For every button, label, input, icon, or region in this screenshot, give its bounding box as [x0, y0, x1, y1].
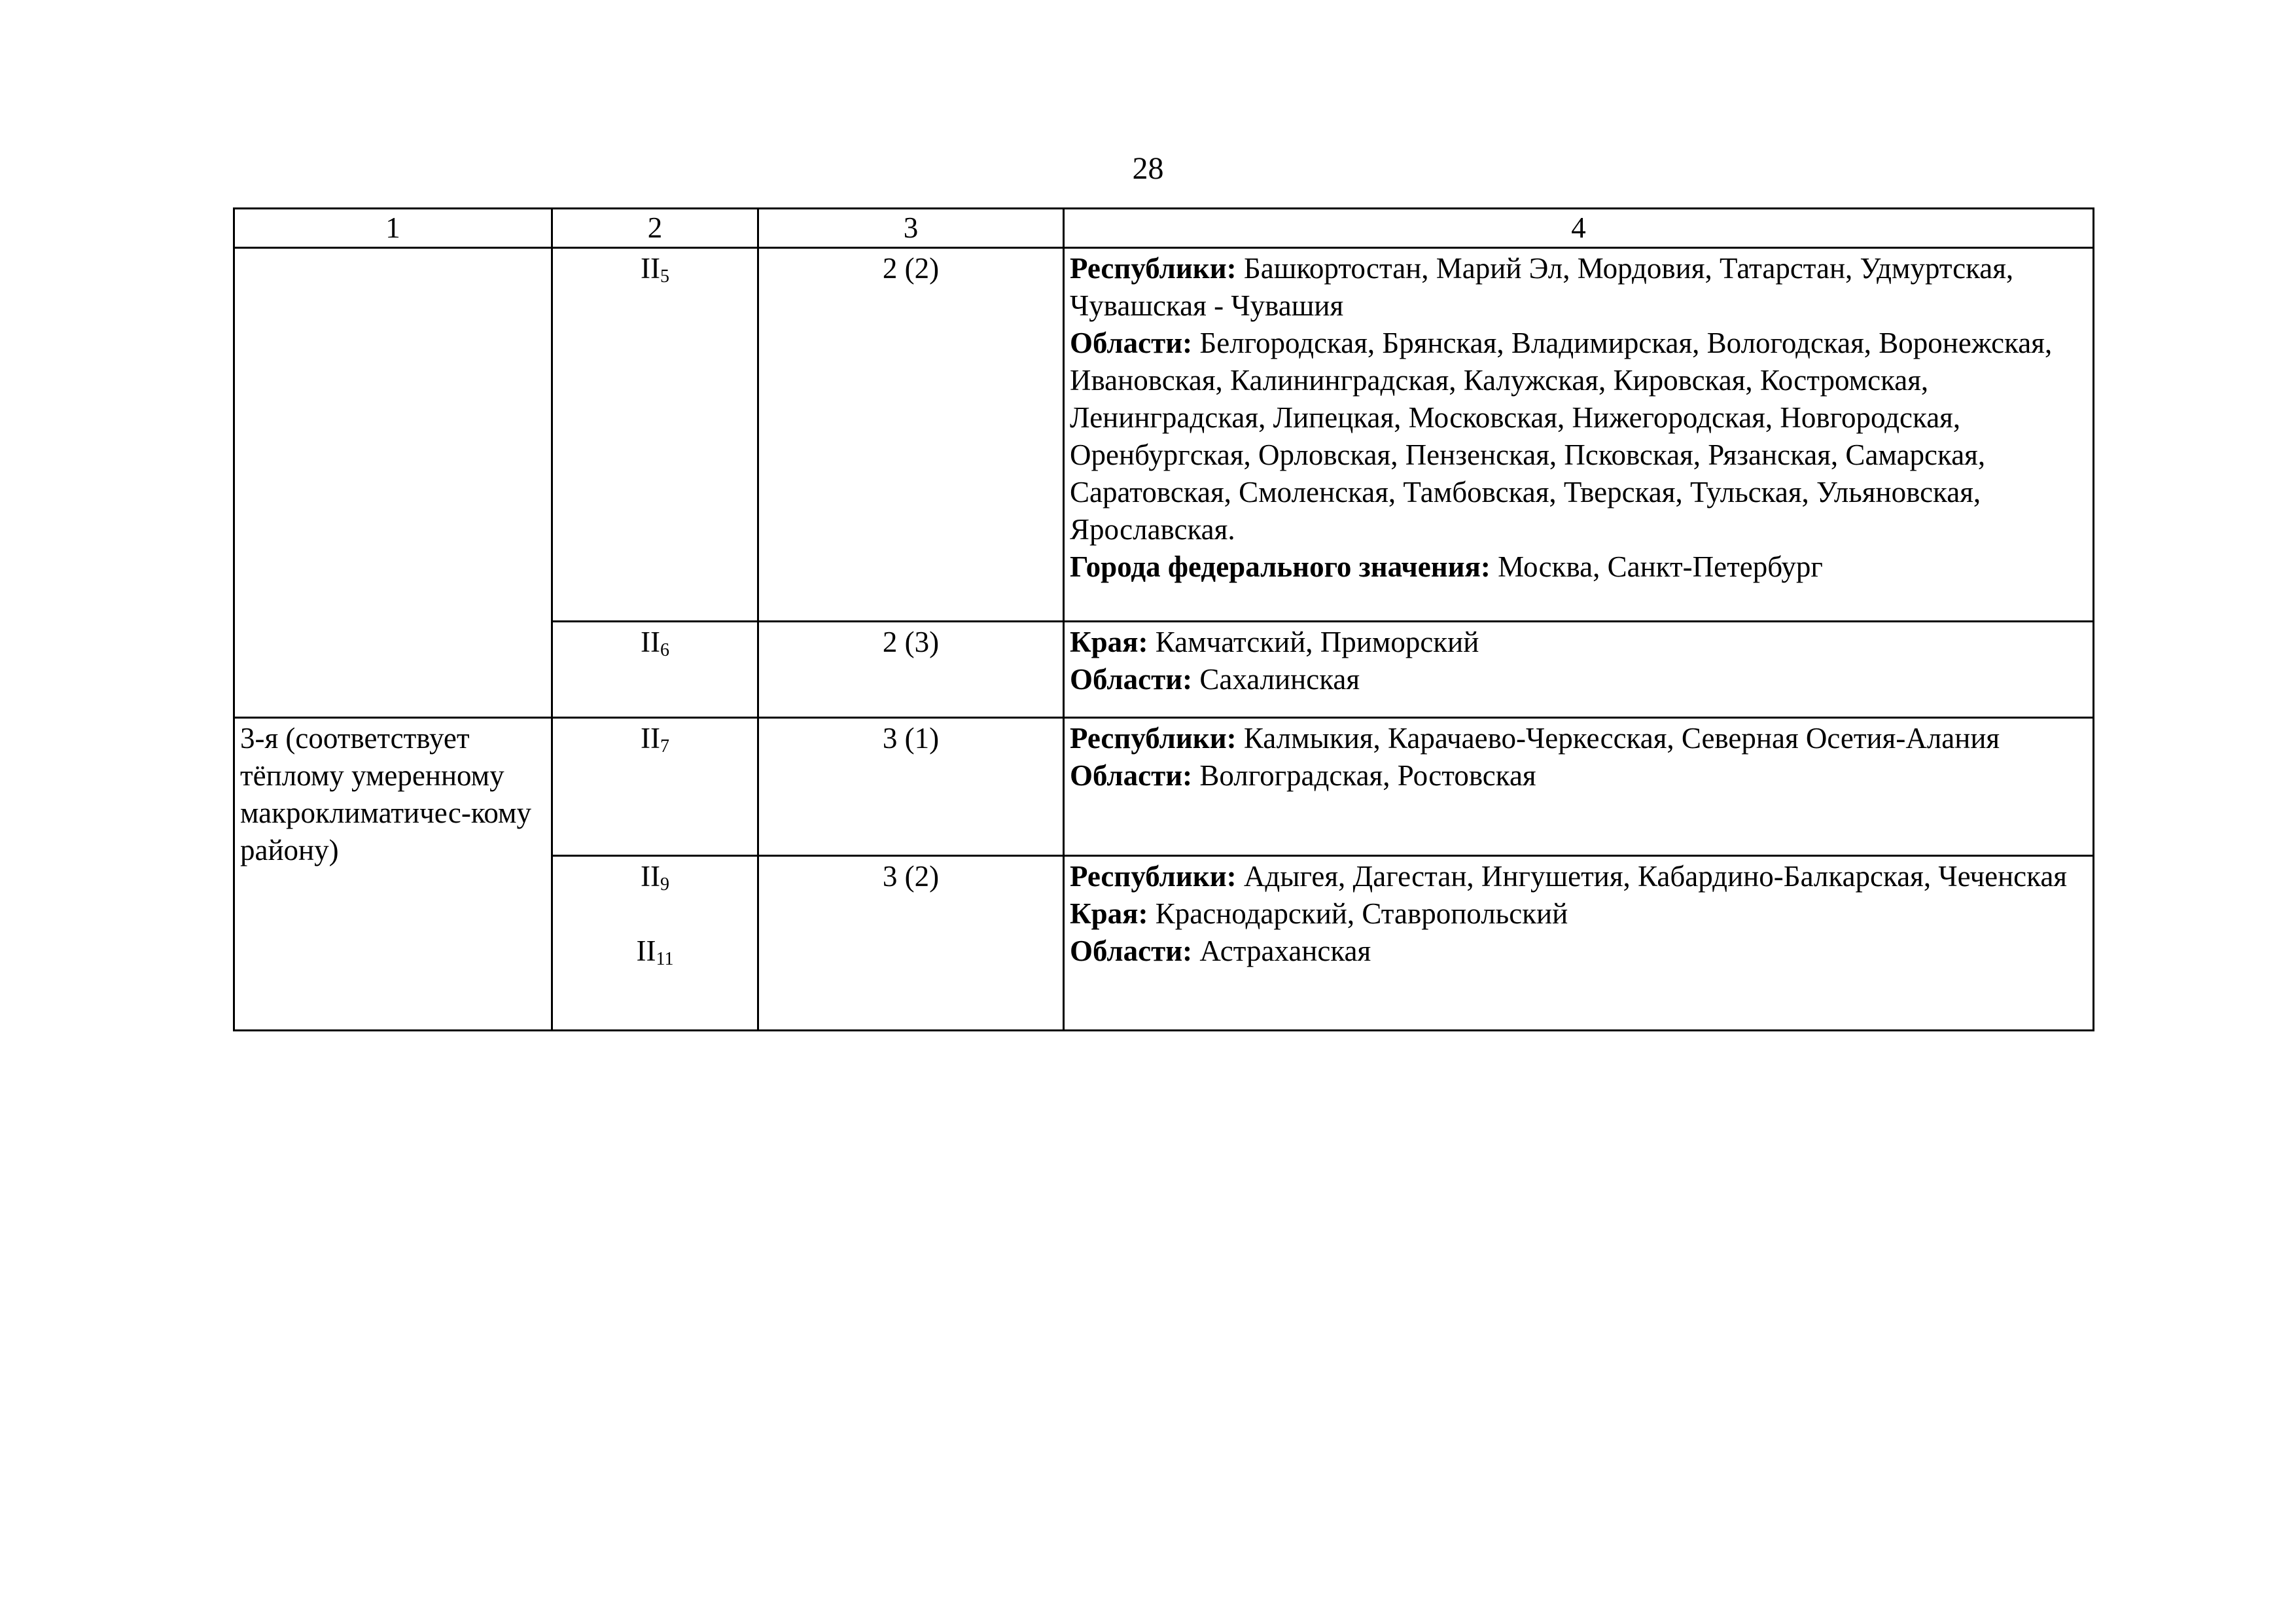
region-list-oblasts: Области: Волгоградская, Ростовская: [1070, 759, 1536, 792]
column-header-4: 4: [1064, 209, 2094, 248]
region-list-krais: Края: Камчатский, Приморский: [1070, 626, 1479, 658]
zone-number: $II_7$: [641, 722, 669, 757]
column-header-1: 1: [234, 209, 552, 248]
region-list-krais: Края: Краснодарский, Ставропольский: [1070, 897, 1568, 930]
region-list-oblasts: Области: Сахалинская: [1070, 663, 1360, 696]
climate-zones-table: [233, 207, 2094, 1031]
empty-group-cell: [234, 248, 552, 718]
zone-cell: [552, 248, 758, 622]
region-list-federal-cities: Города федерального значения: Москва, Санкт-Петербург: [1070, 550, 1823, 583]
zone-group-cell: 3-я (соответствует тёплому умеренному макроклиматичес-кому району): [234, 718, 552, 1031]
zone-number-secondary: $II_{11}$: [636, 935, 674, 969]
zone-cell: [552, 718, 758, 856]
table-row: [234, 718, 2094, 856]
column-header-3: 3: [758, 209, 1064, 248]
zone-cell: [552, 622, 758, 718]
page-number: 28: [1132, 151, 1164, 186]
regions-cell: [1064, 622, 2094, 718]
regions-cell: [1064, 856, 2094, 1031]
region-list-republics: Республики: Калмыкия, Карачаево-Черкесская, Северная Осетия-Алания: [1070, 722, 2000, 755]
region-list-republics: Республики: Адыгея, Дагестан, Ингушетия, Кабардино-Балкарская, Чеченская: [1070, 860, 2067, 893]
zone-number: $II_5$: [641, 252, 669, 287]
zone-number: $II_9$: [641, 860, 669, 895]
code-cell: 2 (2): [758, 248, 1064, 622]
regions-cell: [1064, 718, 2094, 856]
code-cell: 3 (1): [758, 718, 1064, 856]
code-cell: 2 (3): [758, 622, 1064, 718]
region-list-oblasts: Области: Белгородская, Брянская, Владимирская, Вологодская, Воронежская, Ивановская, Калининградская, Калужская, Кировская, Костромская, Ленинградская, Липецкая, Московская, Нижегородская, Новгородская, Оренбургская, Орловская, Пензенская, Псковская, Рязанская, Самарская, Саратовская, Смоленская, Тамбовская, Тверская, Тульская, Ульяновская, Ярославская.: [1070, 327, 2053, 546]
region-list-republics: Республики: Башкортостан, Марий Эл, Мордовия, Татарстан, Удмуртская, Чувашская - Чувашия: [1070, 252, 2014, 322]
region-list-oblasts: Области: Астраханская: [1070, 935, 1371, 967]
table-row: [234, 248, 2094, 622]
column-header-2: 2: [552, 209, 758, 248]
zone-cell: [552, 856, 758, 1031]
zone-number: $II_6$: [641, 626, 669, 660]
regions-cell: [1064, 248, 2094, 622]
table-header-row: [234, 209, 2094, 248]
code-cell: 3 (2): [758, 856, 1064, 1031]
